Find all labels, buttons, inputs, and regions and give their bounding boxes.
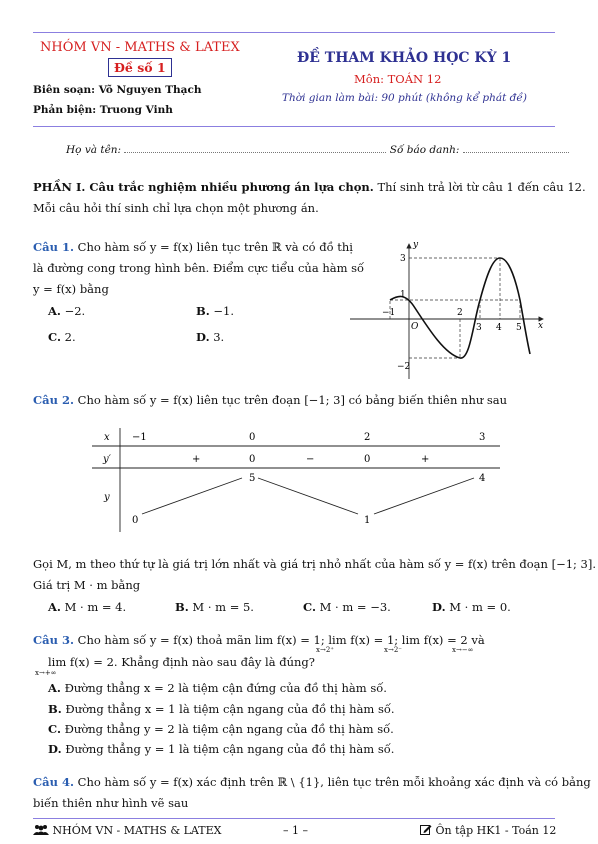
footer-right <box>420 824 556 837</box>
origin-label: O <box>411 322 419 332</box>
table-y-3: 4 <box>479 473 486 484</box>
table-x-2: 2 <box>364 432 371 443</box>
q2-option-d-text: M · m = 0. <box>449 600 511 614</box>
exam-title: ĐỀ THAM KHẢO HỌC KỲ 1 <box>297 50 512 66</box>
q1-option-d[interactable] <box>196 330 224 344</box>
q1-option-b-key: B. <box>196 304 210 318</box>
q4-text-1: Cho hàm số y = f(x) xác định trên ℝ \ {1}, liên tục trên mỗi khoảng xác định và có bảng <box>77 775 591 789</box>
q3-option-a[interactable] <box>48 681 387 695</box>
q3-label: Câu 3. <box>33 633 74 647</box>
header-bottom-rule <box>33 126 555 127</box>
q4-label: Câu 4. <box>33 775 74 789</box>
tick-y-minus-2: −2 <box>397 362 411 372</box>
table-y-2: 1 <box>364 515 371 526</box>
exam-time: Thời gian làm bài: 90 phút (không kể phát đề) <box>282 92 527 104</box>
part1-instruction-2: Mỗi câu hỏi thí sinh chỉ lựa chọn một phương án. <box>33 201 319 215</box>
reviewer: Phản biện: Truong Vinh <box>33 104 173 116</box>
q1-option-d-text: 3. <box>213 330 225 344</box>
q3-option-a-key: A. <box>48 681 61 695</box>
q1-option-b-text: −1. <box>213 304 234 318</box>
q3-lim-sub-3: x→−∞ <box>452 646 474 654</box>
footer-page-number: – 1 – <box>283 824 308 837</box>
q3-option-b-key: B. <box>48 702 62 716</box>
q2-option-a-key: A. <box>48 600 61 614</box>
q1-option-a[interactable] <box>48 304 85 318</box>
q3-option-c-key: C. <box>48 722 61 736</box>
q3-option-c[interactable] <box>48 722 394 736</box>
tick-y-3: 3 <box>400 254 406 264</box>
q3-line-2: lim f(x) = 2. Khẳng định nào sau đây là đúng? <box>48 655 315 669</box>
table-y-label: y <box>104 492 110 503</box>
student-id-label: Số báo danh: <box>389 144 460 156</box>
tick-y-1: 1 <box>400 290 406 300</box>
q3-option-d-key: D. <box>48 742 62 756</box>
q1-option-c[interactable] <box>48 330 76 344</box>
edit-icon <box>420 824 432 835</box>
student-name-field <box>66 142 569 156</box>
footer-rule <box>33 818 555 819</box>
q4-line-1 <box>33 775 591 789</box>
group-name: NHÓM VN - MATHS & LATEX <box>40 40 240 55</box>
student-name-dots <box>124 142 386 153</box>
q3-option-a-text: Đường thẳng x = 2 là tiệm cận đứng của đồ thị hàm số. <box>64 681 387 695</box>
q3-option-b-text: Đường thẳng x = 1 là tiệm cận ngang của đồ thị hàm số. <box>65 702 395 716</box>
exam-subject: Môn: TOÁN 12 <box>354 72 442 86</box>
q1-line-2: là đường cong trong hình bên. Điểm cực tiểu của hàm số <box>33 261 365 275</box>
q3-option-d[interactable] <box>48 742 394 756</box>
q1-option-c-key: C. <box>48 330 61 344</box>
x-axis-label: x <box>538 321 544 331</box>
table-x-3: 3 <box>479 432 486 443</box>
part1-heading-line <box>33 180 586 194</box>
table-x-1: 0 <box>249 432 256 443</box>
q3-text-1: Cho hàm số y = f(x) thoả mãn lim f(x) = 1; lim f(x) = 1; lim f(x) = 2 và <box>77 633 485 647</box>
q2-option-b-key: B. <box>175 600 189 614</box>
q2-option-c-text: M · m = −3. <box>319 600 391 614</box>
q2-option-c-key: C. <box>303 600 316 614</box>
student-name-label: Họ và tên: <box>66 144 122 156</box>
table-yprime-label: y′ <box>103 454 111 465</box>
q2-text: Cho hàm số y = f(x) liên tục trên đoạn [−1; 3] có bảng biến thiên như sau <box>77 393 508 407</box>
q4-line-2: biến thiên như hình vẽ sau <box>33 796 189 810</box>
q2-after-2: Giá trị M · m bằng <box>33 578 141 592</box>
q2-variation-table <box>92 424 502 536</box>
q1-option-a-text: −2. <box>64 304 86 318</box>
author: Biên soạn: Võ Nguyen Thạch <box>33 84 202 96</box>
table-x-0: −1 <box>132 432 147 443</box>
header-top-rule <box>33 32 555 33</box>
q3-line-1 <box>33 633 485 647</box>
q3-lim-sub-1: x→2⁺ <box>316 646 334 654</box>
q3-option-c-text: Đường thẳng y = 2 là tiệm cận ngang của đồ thị hàm số. <box>64 722 394 736</box>
y-axis-label: y <box>413 240 419 250</box>
table-sign-4: + <box>421 454 430 465</box>
q1-text-1: Cho hàm số y = f(x) liên tục trên ℝ và có đồ thị <box>77 240 353 254</box>
q1-option-b[interactable] <box>196 304 234 318</box>
q2-option-c[interactable] <box>303 600 391 614</box>
table-y-1: 5 <box>249 473 256 484</box>
q3-option-d-text: Đường thẳng y = 1 là tiệm cận ngang của đồ thị hàm số. <box>65 742 395 756</box>
q2-label: Câu 2. <box>33 393 74 407</box>
footer-left <box>33 824 221 837</box>
table-sign-2: − <box>306 454 315 465</box>
tick-x-2: 2 <box>457 308 463 318</box>
part1-heading: PHẦN I. Câu trắc nghiệm nhiều phương án lựa chọn. <box>33 180 374 194</box>
student-id-dots <box>463 142 569 153</box>
q1-line-3: y = f(x) bằng <box>33 282 109 296</box>
q1-function-graph <box>345 236 550 382</box>
q2-line-1 <box>33 393 507 407</box>
tick-x-4: 4 <box>496 323 502 333</box>
q1-option-a-key: A. <box>48 304 61 318</box>
users-icon <box>33 824 49 835</box>
part1-instruction-1: Thí sinh trả lời từ câu 1 đến câu 12. <box>377 180 586 194</box>
q1-line-1 <box>33 240 353 254</box>
table-sign-0: + <box>192 454 201 465</box>
q3-lim-sub-4: x→+∞ <box>35 669 57 677</box>
footer-course: Ôn tập HK1 - Toán 12 <box>435 824 557 837</box>
q1-label: Câu 1. <box>33 240 74 254</box>
q3-lim-sub-2: x→2⁻ <box>384 646 402 654</box>
q2-option-b-text: M · m = 5. <box>192 600 254 614</box>
q2-after-1: Gọi M, m theo thứ tự là giá trị lớn nhất và giá trị nhỏ nhất của hàm số y = f(x) trên đoạn [−1; 3]. <box>33 557 597 571</box>
table-x-label: x <box>104 432 110 443</box>
q1-option-d-key: D. <box>196 330 210 344</box>
q3-option-b[interactable] <box>48 702 395 716</box>
q2-option-a-text: M · m = 4. <box>64 600 127 614</box>
tick-x-minus-1: −1 <box>382 308 396 318</box>
table-y-0: 0 <box>132 515 139 526</box>
q2-option-b[interactable] <box>175 600 254 614</box>
table-sign-3: 0 <box>364 454 371 465</box>
q1-option-c-text: 2. <box>64 330 76 344</box>
exam-number: Đề số 1 <box>108 58 172 77</box>
footer-group: NHÓM VN - MATHS & LATEX <box>52 824 222 837</box>
q2-option-d-key: D. <box>432 600 446 614</box>
tick-x-3: 3 <box>476 323 482 333</box>
q2-option-d[interactable] <box>432 600 511 614</box>
q2-option-a[interactable] <box>48 600 126 614</box>
tick-x-5: 5 <box>516 323 522 333</box>
dashed-guides <box>390 258 520 358</box>
table-sign-1: 0 <box>249 454 256 465</box>
